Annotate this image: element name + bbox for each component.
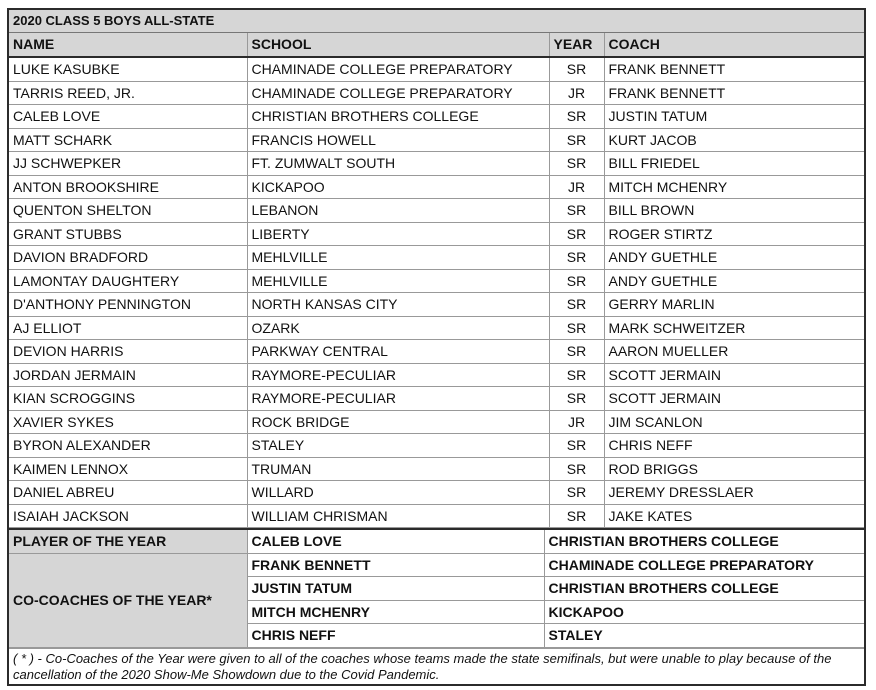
player-school: FRANCIS HOWELL [247, 128, 549, 152]
coach-school: STALEY [544, 624, 864, 648]
player-year: SR [549, 199, 604, 223]
player-row [9, 105, 864, 129]
player-coach: CHRIS NEFF [604, 434, 864, 458]
header-year: YEAR [549, 33, 604, 57]
player-name: JJ SCHWEPKER [9, 152, 247, 176]
players-table [9, 33, 864, 528]
player-name: D'ANTHONY PENNINGTON [9, 293, 247, 317]
player-school: STALEY [247, 434, 549, 458]
coaches-of-year-label: CO-COACHES OF THE YEAR* [9, 553, 247, 647]
player-school: WILLIAM CHRISMAN [247, 504, 549, 528]
player-row [9, 457, 864, 481]
player-row [9, 128, 864, 152]
coach-school: CHAMINADE COLLEGE PREPARATORY [544, 553, 864, 577]
player-of-year-label: PLAYER OF THE YEAR [9, 529, 247, 553]
coach-school: CHRISTIAN BROTHERS COLLEGE [544, 577, 864, 601]
player-row [9, 316, 864, 340]
coach-name: CHRIS NEFF [247, 624, 544, 648]
player-coach: ANDY GUETHLE [604, 269, 864, 293]
player-year: SR [549, 434, 604, 458]
player-name: ISAIAH JACKSON [9, 504, 247, 528]
player-year: SR [549, 269, 604, 293]
player-row [9, 340, 864, 364]
player-year: SR [549, 504, 604, 528]
player-row [9, 504, 864, 528]
player-year: SR [549, 128, 604, 152]
player-coach: JAKE KATES [604, 504, 864, 528]
coach-name: FRANK BENNETT [247, 553, 544, 577]
player-school: RAYMORE-PECULIAR [247, 363, 549, 387]
player-coach: MITCH MCHENRY [604, 175, 864, 199]
header-row [9, 33, 864, 57]
player-year: SR [549, 481, 604, 505]
header-school: SCHOOL [247, 33, 549, 57]
player-year: SR [549, 387, 604, 411]
coach-school: KICKAPOO [544, 600, 864, 624]
player-row [9, 222, 864, 246]
player-school: CHAMINADE COLLEGE PREPARATORY [247, 81, 549, 105]
player-name: LAMONTAY DAUGHTERY [9, 269, 247, 293]
sheet-title: 2020 CLASS 5 BOYS ALL-STATE [9, 10, 864, 33]
player-row [9, 81, 864, 105]
player-name: DEVION HARRIS [9, 340, 247, 364]
player-year: SR [549, 57, 604, 81]
player-coach: JEREMY DRESSLAER [604, 481, 864, 505]
player-name: DAVION BRADFORD [9, 246, 247, 270]
player-school: OZARK [247, 316, 549, 340]
player-year: SR [549, 457, 604, 481]
player-coach: ANDY GUETHLE [604, 246, 864, 270]
player-coach: SCOTT JERMAIN [604, 363, 864, 387]
player-year: SR [549, 152, 604, 176]
player-school: CHAMINADE COLLEGE PREPARATORY [247, 57, 549, 81]
player-school: PARKWAY CENTRAL [247, 340, 549, 364]
player-year: SR [549, 293, 604, 317]
player-coach: GERRY MARLIN [604, 293, 864, 317]
player-of-year-row [9, 529, 864, 553]
player-row [9, 293, 864, 317]
player-school: WILLARD [247, 481, 549, 505]
player-year: SR [549, 105, 604, 129]
player-row [9, 246, 864, 270]
coach-name: JUSTIN TATUM [247, 577, 544, 601]
player-school: LIBERTY [247, 222, 549, 246]
player-name: DANIEL ABREU [9, 481, 247, 505]
player-row [9, 363, 864, 387]
player-row [9, 152, 864, 176]
player-name: AJ ELLIOT [9, 316, 247, 340]
player-year: SR [549, 363, 604, 387]
player-year: SR [549, 246, 604, 270]
player-row [9, 434, 864, 458]
player-name: BYRON ALEXANDER [9, 434, 247, 458]
player-school: NORTH KANSAS CITY [247, 293, 549, 317]
player-year: SR [549, 222, 604, 246]
player-coach: AARON MUELLER [604, 340, 864, 364]
player-name: JORDAN JERMAIN [9, 363, 247, 387]
player-row [9, 387, 864, 411]
player-name: ANTON BROOKSHIRE [9, 175, 247, 199]
player-year: JR [549, 81, 604, 105]
player-row [9, 199, 864, 223]
player-coach: FRANK BENNETT [604, 81, 864, 105]
player-school: KICKAPOO [247, 175, 549, 199]
player-coach: KURT JACOB [604, 128, 864, 152]
player-school: ROCK BRIDGE [247, 410, 549, 434]
player-name: GRANT STUBBS [9, 222, 247, 246]
player-name: XAVIER SYKES [9, 410, 247, 434]
player-coach: FRANK BENNETT [604, 57, 864, 81]
player-row [9, 269, 864, 293]
player-name: LUKE KASUBKE [9, 57, 247, 81]
player-year: JR [549, 175, 604, 199]
awards-table [9, 528, 864, 648]
player-name: CALEB LOVE [9, 105, 247, 129]
player-coach: BILL FRIEDEL [604, 152, 864, 176]
header-name: NAME [9, 33, 247, 57]
player-coach: ROD BRIGGS [604, 457, 864, 481]
player-coach: ROGER STIRTZ [604, 222, 864, 246]
player-name: KAIMEN LENNOX [9, 457, 247, 481]
footnote: ( * ) - Co-Coaches of the Year were given to all of the coaches whose teams made the state semifinals, but were unable to play because of the cancellation of the 2020 Show-Me Showdown due to the Covid Pandemic. [9, 648, 864, 684]
player-school: FT. ZUMWALT SOUTH [247, 152, 549, 176]
player-year: SR [549, 316, 604, 340]
player-coach: BILL BROWN [604, 199, 864, 223]
player-name: MATT SCHARK [9, 128, 247, 152]
player-school: CHRISTIAN BROTHERS COLLEGE [247, 105, 549, 129]
player-school: TRUMAN [247, 457, 549, 481]
player-year: SR [549, 340, 604, 364]
player-coach: MARK SCHWEITZER [604, 316, 864, 340]
coach-name: MITCH MCHENRY [247, 600, 544, 624]
player-coach: JUSTIN TATUM [604, 105, 864, 129]
player-of-year-name: CALEB LOVE [247, 529, 544, 553]
header-coach: COACH [604, 33, 864, 57]
player-of-year-school: CHRISTIAN BROTHERS COLLEGE [544, 529, 864, 553]
player-row [9, 57, 864, 81]
player-row [9, 410, 864, 434]
all-state-sheet [7, 8, 866, 686]
player-school: MEHLVILLE [247, 246, 549, 270]
player-name: KIAN SCROGGINS [9, 387, 247, 411]
player-row [9, 481, 864, 505]
player-year: JR [549, 410, 604, 434]
player-school: LEBANON [247, 199, 549, 223]
player-coach: JIM SCANLON [604, 410, 864, 434]
player-name: QUENTON SHELTON [9, 199, 247, 223]
coach-row [9, 553, 864, 577]
player-name: TARRIS REED, JR. [9, 81, 247, 105]
player-row [9, 175, 864, 199]
player-school: MEHLVILLE [247, 269, 549, 293]
player-school: RAYMORE-PECULIAR [247, 387, 549, 411]
player-coach: SCOTT JERMAIN [604, 387, 864, 411]
